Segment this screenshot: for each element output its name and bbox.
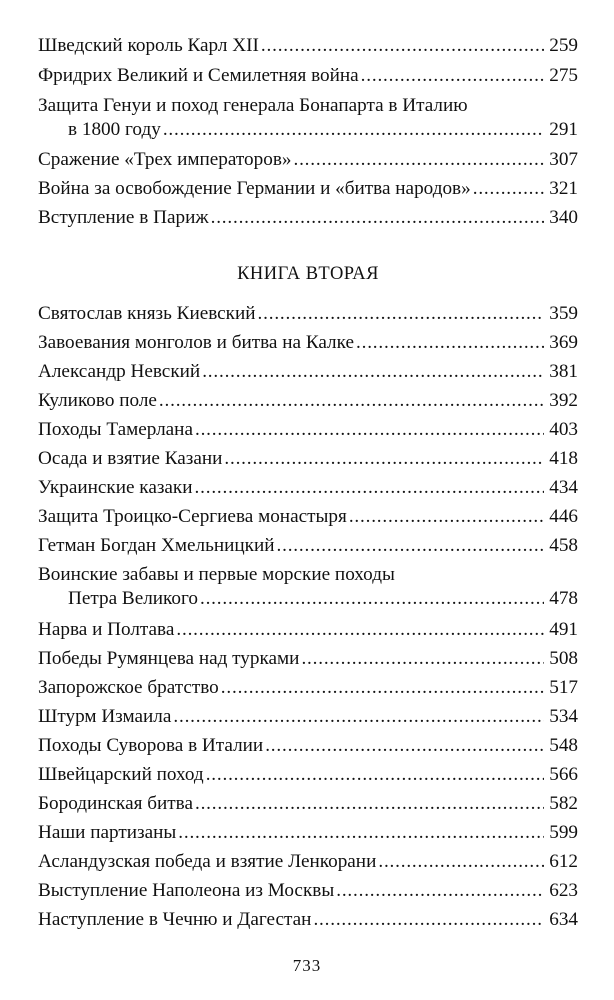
toc-entry-page: 612	[549, 851, 578, 872]
toc-entry-title: Швейцарский поход	[38, 764, 204, 785]
toc-entry-title: Война за освобождение Германии и «битва народов»	[38, 178, 471, 199]
toc-entry-title: Осада и взятие Казани	[38, 448, 223, 469]
toc-entry-title: Защита Троицко-Сергиева монастыря	[38, 506, 347, 527]
toc-entry	[38, 360, 578, 384]
toc-entry-page: 517	[549, 677, 578, 698]
toc-entry-page: 259	[549, 35, 578, 56]
toc-entry-title: Походы Суворова в Италии	[38, 735, 264, 756]
toc-entry-page: 458	[549, 535, 578, 556]
toc-entry-page: 566	[549, 764, 578, 785]
toc-entry-page: 491	[549, 619, 578, 640]
toc-entry	[38, 618, 578, 642]
toc-entry-page: 599	[549, 822, 578, 843]
toc-entry	[38, 676, 578, 700]
toc-entry	[38, 792, 578, 816]
toc-entry-title: Наступление в Чечню и Дагестан	[38, 909, 312, 930]
toc-entry	[38, 534, 578, 558]
toc-entry-page: 534	[549, 706, 578, 727]
toc-entry-title: Победы Румянцева над турками	[38, 648, 300, 669]
toc-entry	[38, 879, 578, 903]
toc-entry-page: 392	[549, 390, 578, 411]
toc-entry-page: 359	[549, 303, 578, 324]
toc-entry-title: Сражение «Трех императоров»	[38, 149, 292, 170]
toc-entry-page: 321	[549, 178, 578, 199]
toc-entry-page: 446	[549, 506, 578, 527]
toc-entry	[38, 389, 578, 413]
toc-entry-title-line1: Воинские забавы и первые морские походы	[38, 564, 395, 585]
toc-entry-title: Петра Великого	[68, 588, 198, 609]
toc-entry-page: 403	[549, 419, 578, 440]
toc-entry-page: 340	[549, 207, 578, 228]
toc-entry-page: 548	[549, 735, 578, 756]
toc-entry-page: 291	[549, 119, 578, 140]
toc-entry-page: 434	[549, 477, 578, 498]
toc-entry-title: Наши партизаны	[38, 822, 177, 843]
toc-entry	[38, 563, 578, 611]
toc-entry-title: Завоевания монголов и битва на Калке	[38, 332, 354, 353]
toc-entry-page: 381	[549, 361, 578, 382]
toc-entry-page: 369	[549, 332, 578, 353]
toc-entry-title: Фридрих Великий и Семилетняя война	[38, 65, 359, 86]
toc-entry-title: Вступление в Париж	[38, 207, 209, 228]
toc-entry-title: Асландузская победа и взятие Ленкорани	[38, 851, 377, 872]
toc-entry-title: в 1800 году	[68, 119, 161, 140]
toc-entry	[38, 647, 578, 671]
toc-entry-page: 582	[549, 793, 578, 814]
toc-entry-title: Походы Тамерлана	[38, 419, 193, 440]
page-number: 733	[292, 956, 322, 975]
toc-entry	[38, 418, 578, 442]
toc-entry-title: Куликово поле	[38, 390, 157, 411]
toc-entry-page: 623	[549, 880, 578, 901]
toc-entry	[38, 94, 578, 142]
toc-entry	[38, 206, 578, 230]
toc-entry-title: Нарва и Полтава	[38, 619, 175, 640]
toc-entry	[38, 447, 578, 471]
toc-entry-page: 307	[549, 149, 578, 170]
toc-entry-title: Украинские казаки	[38, 477, 193, 498]
toc-entry	[38, 331, 578, 355]
toc-entry	[38, 302, 578, 326]
toc-entry	[38, 64, 578, 88]
toc-entry	[38, 476, 578, 500]
toc-entry-title: Святослав князь Киевский	[38, 303, 256, 324]
toc-entry	[38, 148, 578, 172]
toc-entry	[38, 34, 578, 58]
toc-entry-title: Александр Невский	[38, 361, 201, 382]
toc-entry-page: 634	[549, 909, 578, 930]
toc-entry	[38, 821, 578, 845]
toc-entry	[38, 177, 578, 201]
section-heading: КНИГА ВТОРАЯ	[237, 264, 379, 284]
toc-entry-page: 508	[549, 648, 578, 669]
toc-entry	[38, 705, 578, 729]
toc-entry-title: Бородинская битва	[38, 793, 193, 814]
toc-entry-page: 478	[549, 588, 578, 609]
toc-entry	[38, 505, 578, 529]
toc-entry-title-line1: Защита Генуи и поход генерала Бонапарта в Италию	[38, 95, 468, 116]
toc-entry-title: Запорожское братство	[38, 677, 219, 698]
toc-entry	[38, 850, 578, 874]
toc-entry-page: 418	[549, 448, 578, 469]
toc-entry	[38, 734, 578, 758]
toc-entry-title: Штурм Измаила	[38, 706, 172, 727]
toc-entry-title: Гетман Богдан Хмельницкий	[38, 535, 275, 556]
toc-entry	[38, 763, 578, 787]
toc-entry-page: 275	[549, 65, 578, 86]
toc-entry-title: Шведский король Карл XII	[38, 35, 259, 56]
toc-entry-title: Выступление Наполеона из Москвы	[38, 880, 335, 901]
toc-entry	[38, 908, 578, 932]
